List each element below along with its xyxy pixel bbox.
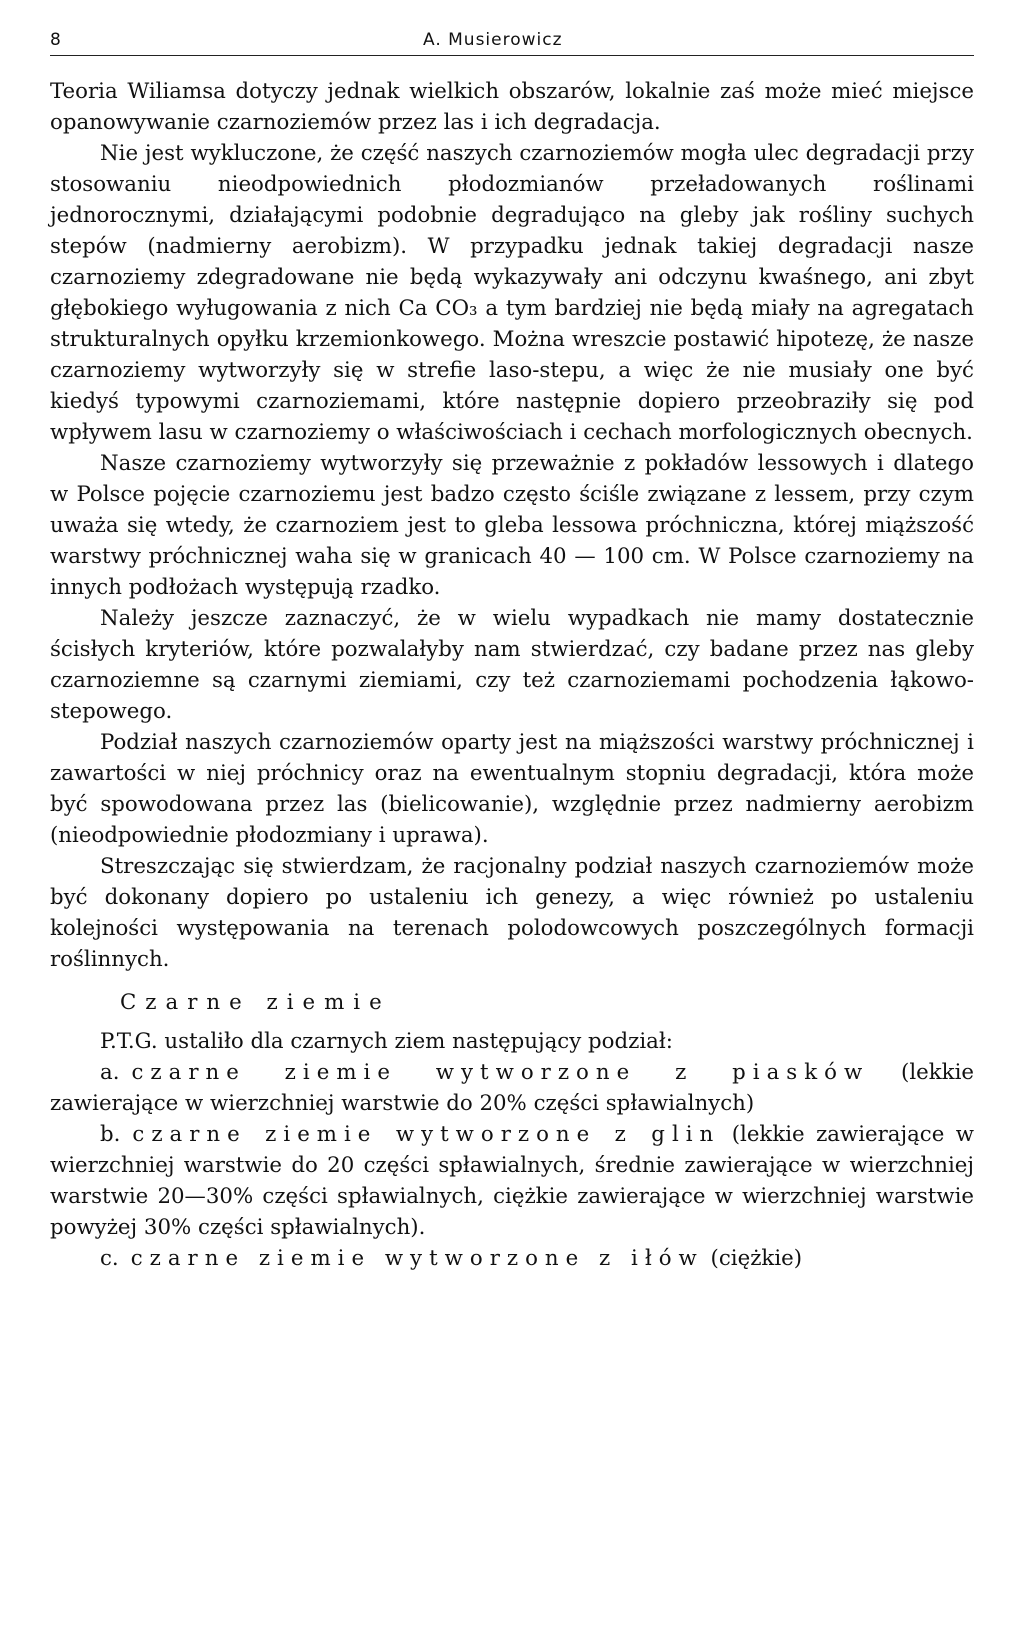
paragraph: Nasze czarnoziemy wytworzyły się przeważnie z pokładów lessowych i dlatego w Polsce pojęcie czarnoziemu jest badzo często ściśle związane z lessem, przy czym uważa się wtedy, że czarnoziem jest to gleba lessowa próchniczna, której miąższość warstwy próchnicznej waha się w granicach 40 — 100 cm. W Polsce czarnoziemy na innych podłożach występują rzadko.: [50, 451, 974, 600]
paragraph: Nie jest wykluczone, że część naszych czarnoziemów mogła ulec degradacji przy stosowaniu nieodpowiednich płodozmianów przeładowanych roślinami jednorocznymi, działającymi podobnie degradująco na gleby jak rośliny suchych stepów (nadmierny aerobizm). W przypadku jednak takiej degradacji nasze czarnoziemy zdegradowane nie będą wykazywały ani odczynu kwaśnego, ani zbyt głębokiego wyługowania z nich Ca CO₃ a tym bardziej nie będą miały na agregatach strukturalnych opyłku krzemionkowego. Można wreszcie postawić hipotezę, że nasze czarnoziemy wytworzyły się w strefie laso-stepu, a więc że nie musiały one być kiedyś typowymi czarnoziemami, które następnie dopiero przeobraziły się pod wpływem lasu w czarnoziemy o właściwościach i cechach morfologicznych obecnych.: [50, 141, 974, 445]
section-heading: Czarne ziemie: [120, 990, 391, 1015]
list-item: [50, 1119, 974, 1243]
paragraph: Streszczając się stwierdzam, że racjonalny podział naszych czarnoziemów może być dokonany dopiero po ustaleniu ich genezy, a więc również po ustaleniu kolejności występowania na terenach polodowcowych poszczególnych formacji roślinnych.: [50, 854, 974, 972]
paragraph: Podział naszych czarnoziemów oparty jest na miąższości warstwy próchnicznej i zawartości w niej próchnicy oraz na ewentualnym stopniu degradacji, która może być spowodowana przez las (bielicowanie), względnie przez nadmierny aerobizm (nieodpowiednie płodozmiany i uprawa).: [50, 730, 974, 848]
list-item-label: c.: [100, 1246, 119, 1271]
list-item-label: b.: [100, 1122, 121, 1147]
page-header: [50, 30, 974, 56]
body-text: [50, 76, 974, 1274]
paragraph: Teoria Wiliamsa dotyczy jednak wielkich obszarów, lokalnie zaś może mieć miejsce opanowywanie czarnoziemów przez las i ich degradacja.: [50, 79, 974, 135]
list-item-text: (lekkie zawierające w wierzchniej warstwie do 20 części spławialnych, średnie zawierające w wierzchniej warstwie 20—30% części spławialnych, ciężkie zawierające w wierzchniej warstwie powyżej 30% części spławialnych).: [50, 1122, 974, 1240]
list-item-term: czarne ziemie wytworzone z piasków: [131, 1060, 870, 1085]
list-item-text: (ciężkie): [703, 1246, 803, 1271]
list-item-label: a.: [100, 1060, 120, 1085]
list-item-term: czarne ziemie wytworzone z iłów: [130, 1246, 704, 1271]
list-item: [50, 1243, 974, 1274]
section-intro: P.T.G. ustaliło dla czarnych ziem następujący podział:: [100, 1029, 673, 1054]
list-item-text: (lekkie zawierające w wierzchniej warstwie do 20% części spławialnych): [50, 1060, 975, 1116]
page-number: 8: [50, 30, 61, 50]
list-item-term: czarne ziemie wytworzone z glin: [132, 1122, 721, 1147]
paragraph: Należy jeszcze zaznaczyć, że w wielu wypadkach nie mamy dostatecznie ścisłych kryteriów, które pozwalałyby nam stwierdzać, czy badane przez nas gleby czarnoziemne są czarnymi ziemiami, czy też czarnoziemami pochodzenia łąkowo-stepowego.: [50, 606, 974, 724]
list-item: [50, 1057, 974, 1119]
running-head: A. Musierowicz: [423, 30, 563, 50]
